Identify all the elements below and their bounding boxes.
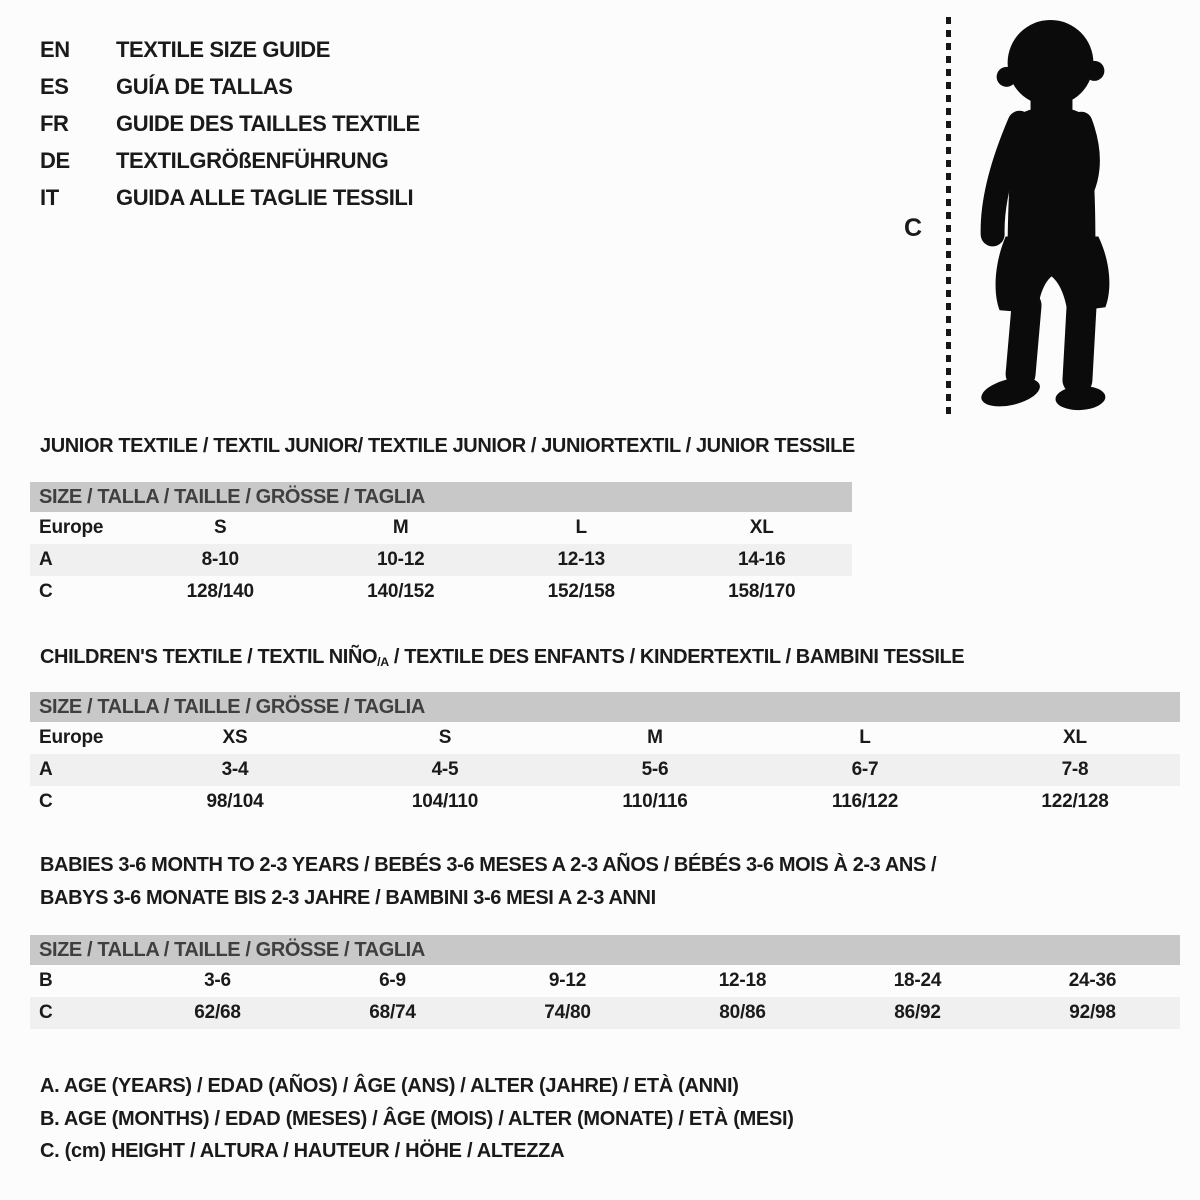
table-cell: 128/140 <box>186 581 254 602</box>
table-cell: 74/80 <box>480 997 655 1029</box>
lang-label: GUIDA ALLE TAGLIE TESSILI <box>116 185 414 210</box>
table-cell: XS <box>222 727 248 748</box>
table-cell: 68/74 <box>305 997 480 1029</box>
section-junior-textile <box>30 433 855 608</box>
row-label: A <box>30 754 130 786</box>
table-cell: XL <box>1063 727 1087 748</box>
table-cell: 122/128 <box>1041 791 1109 812</box>
lang-code: FR <box>40 111 69 136</box>
table-cell: S <box>438 727 452 748</box>
right-ear-shape <box>1084 61 1104 81</box>
table-cell: 10-12 <box>311 544 492 576</box>
legend-line-a: A. AGE (YEARS) / EDAD (AÑOS) / ÂGE (ANS) / ALTER (JAHRE) / ETÀ (ANNI) <box>40 1075 739 1097</box>
table-cell: 152/158 <box>547 581 615 602</box>
children-section-title <box>40 644 1180 675</box>
table-row <box>30 754 1180 786</box>
section-babies-textile <box>30 849 1180 1029</box>
table-cell: 4-5 <box>340 754 550 786</box>
lang-label: TEXTILE SIZE GUIDE <box>116 37 331 62</box>
table-cell: 92/98 <box>1005 997 1180 1029</box>
lang-label: TEXTILGRÖßENFÜHRUNG <box>116 148 389 173</box>
height-measure-dashed-line <box>946 17 951 417</box>
babies-size-table <box>30 935 1180 1029</box>
babies-title-line2: BABYS 3-6 MONATE BIS 2-3 JAHRE / BAMBINI 3-6 MESI A 2-3 ANNI <box>40 887 656 909</box>
table-cell: 158/170 <box>728 581 796 602</box>
table-cell: 6-7 <box>760 754 970 786</box>
title-part: CHILDREN'S TEXTILE / TEXTIL NIÑO <box>40 646 378 668</box>
table-cell: S <box>214 517 227 538</box>
legend-line-c: C. (cm) HEIGHT / ALTURA / HAUTEUR / HÖHE / ALTEZZA <box>40 1140 565 1162</box>
table-cell: 3-4 <box>130 754 340 786</box>
table-cell: 104/110 <box>411 791 479 812</box>
table-cell: 86/92 <box>830 997 1005 1029</box>
right-leg-shape <box>1077 308 1081 380</box>
lang-code: DE <box>40 148 70 173</box>
row-label: B <box>39 970 53 991</box>
left-ear-shape <box>997 67 1017 87</box>
table-row <box>30 786 1180 818</box>
lang-label: GUIDE DES TAILLES TEXTILE <box>116 111 420 136</box>
table-cell: M <box>392 517 409 538</box>
table-row <box>30 722 1180 754</box>
lang-code: EN <box>40 37 70 62</box>
table-cell: 3-6 <box>204 970 231 991</box>
size-header-row <box>30 482 852 512</box>
table-cell: 116/122 <box>831 791 899 812</box>
row-label: C <box>39 581 53 602</box>
title-part: / TEXTILE DES ENFANTS / KINDERTEXTIL / BAMBINI TESSILE <box>388 646 965 668</box>
lang-row-it <box>40 179 420 216</box>
toddler-silhouette-icon <box>962 13 1142 417</box>
lang-row-es <box>40 68 420 105</box>
section-children-textile <box>30 644 1180 818</box>
table-cell: 110/116 <box>622 791 688 812</box>
table-row <box>30 965 1180 997</box>
size-header-cell: SIZE / TALLA / TAILLE / GRÖSSE / TAGLIA <box>30 935 1180 965</box>
row-label: A <box>30 544 130 576</box>
table-cell: 18-24 <box>893 970 942 991</box>
table-row <box>30 997 1180 1029</box>
height-measure-label: C <box>904 214 923 242</box>
lang-row-en <box>40 31 420 68</box>
size-header-row <box>30 935 1180 965</box>
table-row <box>30 512 852 544</box>
legend-line-b: B. AGE (MONTHS) / EDAD (MESES) / ÂGE (MOIS) / ALTER (MONATE) / ETÀ (MESI) <box>40 1107 794 1130</box>
table-cell: 5-6 <box>550 754 760 786</box>
measurement-legend <box>40 1070 794 1168</box>
table-cell: 62/68 <box>130 997 305 1029</box>
table-row <box>30 576 852 608</box>
junior-section-title: JUNIOR TEXTILE / TEXTIL JUNIOR/ TEXTILE JUNIOR / JUNIORTEXTIL / JUNIOR TESSILE <box>40 435 855 457</box>
lang-code: ES <box>40 74 69 99</box>
table-cell: 12-13 <box>491 544 672 576</box>
babies-title-line1: BABIES 3-6 MONTH TO 2-3 YEARS / BEBÉS 3-6 MESES A 2-3 AÑOS / BÉBÉS 3-6 MOIS À 2-3 ANS / <box>40 854 937 876</box>
table-cell: 24-36 <box>1068 970 1117 991</box>
row-label: Europe <box>39 517 104 538</box>
lang-row-fr <box>40 105 420 142</box>
table-row <box>30 544 852 576</box>
children-size-table <box>30 692 1180 818</box>
table-cell: 98/104 <box>206 791 264 812</box>
row-label: Europe <box>39 727 104 748</box>
table-cell: M <box>647 727 663 748</box>
language-guide-block <box>40 31 420 216</box>
left-leg-shape <box>1021 305 1027 374</box>
row-label: C <box>39 791 53 812</box>
table-cell: 9-12 <box>548 970 587 991</box>
table-cell: L <box>575 517 587 538</box>
table-cell: L <box>859 727 871 748</box>
table-cell: 12-18 <box>718 970 767 991</box>
babies-section-title <box>40 849 1180 915</box>
junior-size-table <box>30 482 852 608</box>
lang-label: GUÍA DE TALLAS <box>116 74 293 99</box>
table-cell: 8-10 <box>130 544 311 576</box>
table-cell: 7-8 <box>970 754 1180 786</box>
size-header-row <box>30 692 1180 722</box>
table-cell: 140/152 <box>367 581 435 602</box>
row-label: C <box>30 997 130 1029</box>
table-cell: 80/86 <box>655 997 830 1029</box>
table-cell: 14-16 <box>672 544 853 576</box>
size-header-cell: SIZE / TALLA / TAILLE / GRÖSSE / TAGLIA <box>30 482 852 512</box>
lang-code: IT <box>40 185 59 210</box>
title-part-sub: /A <box>377 655 389 669</box>
table-cell: XL <box>749 517 774 538</box>
size-header-cell: SIZE / TALLA / TAILLE / GRÖSSE / TAGLIA <box>30 692 1180 722</box>
lang-row-de <box>40 142 420 179</box>
table-cell: 6-9 <box>379 970 406 991</box>
